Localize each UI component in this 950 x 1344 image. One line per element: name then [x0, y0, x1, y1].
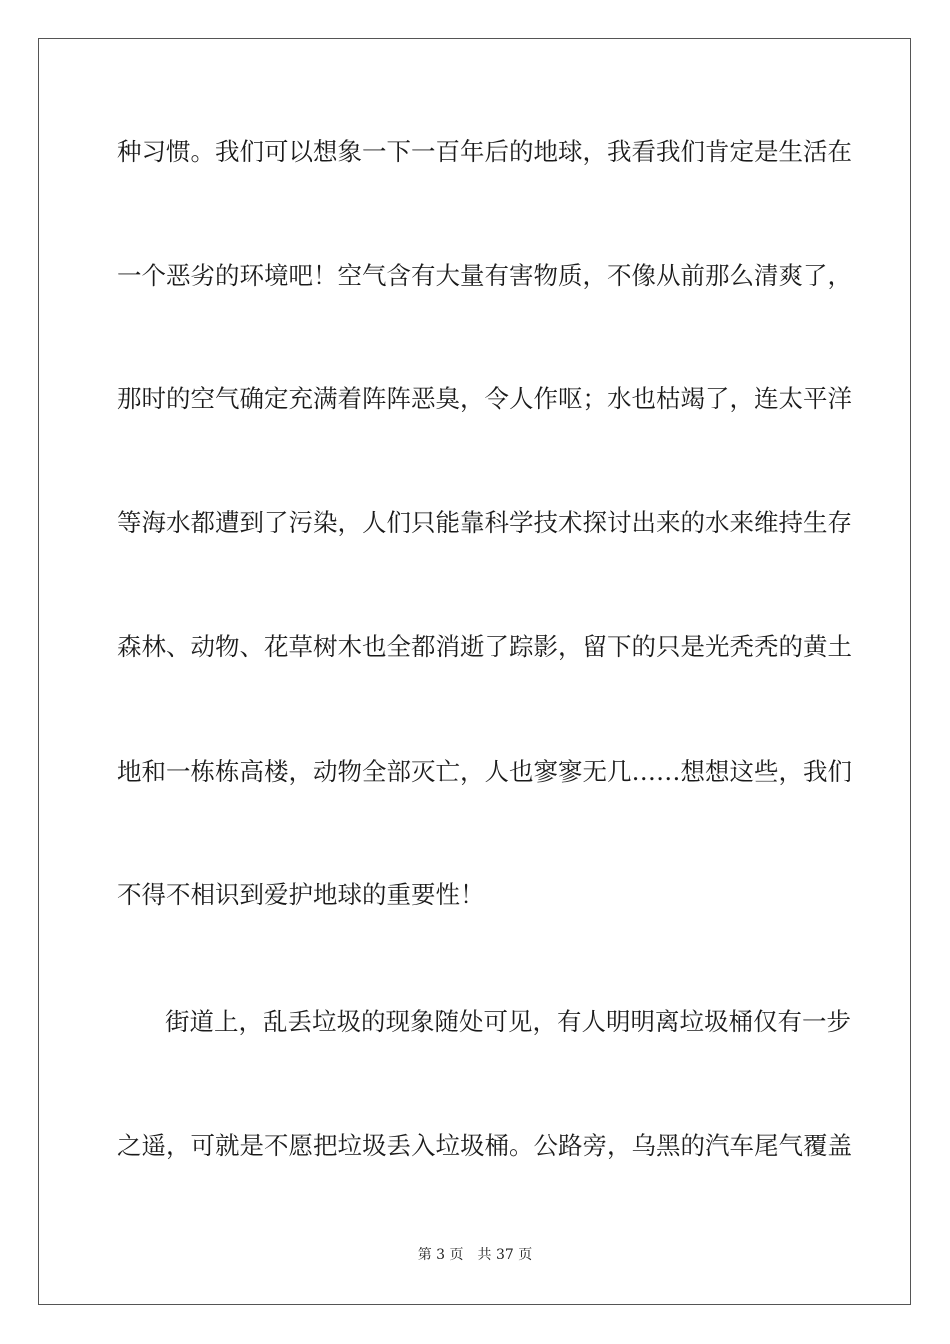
text-line-2: 一个恶劣的环境吧！空气含有大量有害物质，不像从前那么清爽了，: [117, 261, 852, 290]
text-line-5: 森林、动物、花草树木也全都消逝了踪影，留下的只是光秃秃的黄土: [117, 632, 852, 661]
page-footer: [0, 1246, 950, 1264]
text-line-7: 不得不相识到爱护地球的重要性！: [117, 880, 485, 909]
page-number: 第 3 页: [417, 1247, 464, 1263]
text-line-8: 街道上，乱丢垃圾的现象随处可见，有人明明离垃圾桶仅有一步: [165, 1007, 851, 1036]
text-line-9: 之遥，可就是不愿把垃圾丢入垃圾桶。公路旁，乌黑的汽车尾气覆盖: [117, 1131, 852, 1160]
page-border: [38, 38, 911, 1305]
text-line-4: 等海水都遭到了污染，人们只能靠科学技术探讨出来的水来维持生存: [117, 508, 852, 537]
text-line-6: 地和一栋栋高楼，动物全部灭亡，人也寥寥无几……想想这些，我们: [117, 757, 852, 786]
text-line-1: 种习惯。我们可以想象一下一百年后的地球，我看我们肯定是生活在: [117, 137, 852, 166]
text-line-3: 那时的空气确定充满着阵阵恶臭，令人作呕；水也枯竭了，连太平洋: [117, 384, 852, 413]
total-pages: 共 37 页: [477, 1247, 533, 1263]
